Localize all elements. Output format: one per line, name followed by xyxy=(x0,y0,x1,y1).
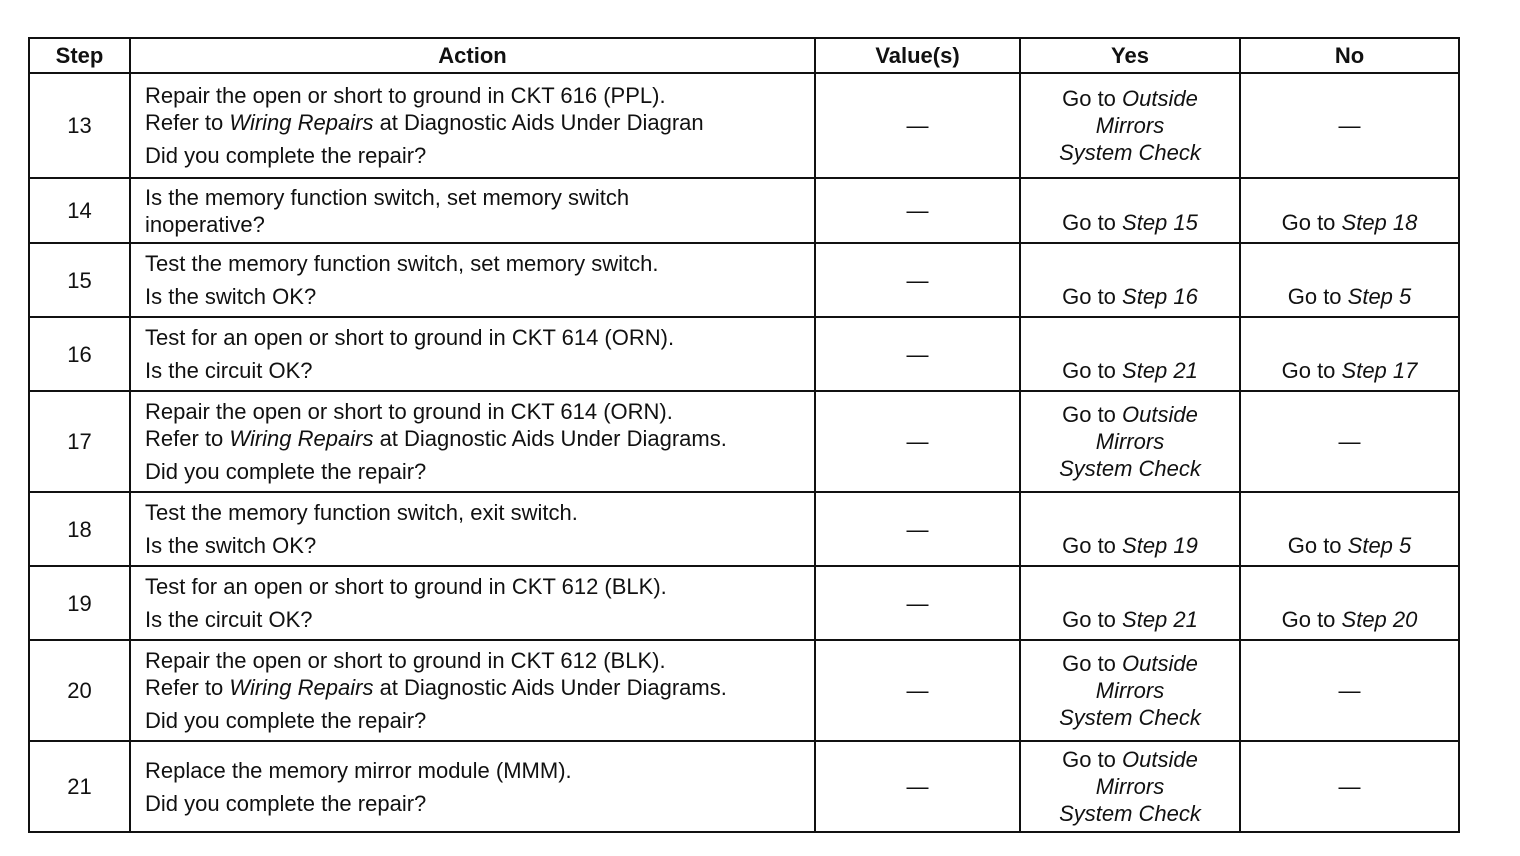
value-cell: — xyxy=(815,566,1020,640)
no-cell: — xyxy=(1240,73,1459,178)
action-question: Is the switch OK? xyxy=(145,533,317,558)
no-cell: Go to Step 18 xyxy=(1240,178,1459,243)
table-row xyxy=(29,492,1459,566)
no-cell: Go to Step 5 xyxy=(1240,243,1459,317)
action-text: Repair the open or short to ground in CKT 616 (PPL). xyxy=(145,83,666,108)
value-cell: — xyxy=(815,741,1020,832)
value-cell: — xyxy=(815,317,1020,391)
table-row xyxy=(29,243,1459,317)
yes-cell: Go to Step 19 xyxy=(1020,492,1240,566)
table-row xyxy=(29,317,1459,391)
action-refer: Refer to Wiring Repairs at Diagnostic Aids Under Diagrams. xyxy=(145,675,727,700)
value-cell: — xyxy=(815,492,1020,566)
step-number: 17 xyxy=(29,391,130,492)
step-number: 13 xyxy=(29,73,130,178)
table-row xyxy=(29,741,1459,832)
action-text-2: inoperative? xyxy=(145,211,265,237)
header-step: Step xyxy=(29,38,130,73)
action-cell xyxy=(130,391,815,492)
action-question: Did you complete the repair? xyxy=(145,459,427,484)
action-cell xyxy=(130,73,815,178)
yes-link-outside-mirrors: Go to Outside Mirrors System Check xyxy=(1059,402,1201,481)
table-row xyxy=(29,73,1459,178)
yes-cell xyxy=(1020,741,1240,832)
no-cell: Go to Step 17 xyxy=(1240,317,1459,391)
step-number: 19 xyxy=(29,566,130,640)
action-cell xyxy=(130,640,815,741)
yes-cell: Go to Step 16 xyxy=(1020,243,1240,317)
step-number: 18 xyxy=(29,492,130,566)
no-cell: — xyxy=(1240,640,1459,741)
table-row xyxy=(29,391,1459,492)
header-yes: Yes xyxy=(1020,38,1240,73)
value-cell: — xyxy=(815,243,1020,317)
yes-cell: Go to Step 21 xyxy=(1020,317,1240,391)
value-cell: — xyxy=(815,391,1020,492)
action-text: Test for an open or short to ground in CKT 612 (BLK). xyxy=(145,574,667,599)
table-row xyxy=(29,178,1459,243)
action-text: Replace the memory mirror module (MMM). xyxy=(145,757,572,783)
no-cell: Go to Step 20 xyxy=(1240,566,1459,640)
action-refer: Refer to Wiring Repairs at Diagnostic Aids Under Diagran xyxy=(145,110,704,135)
action-text: Test the memory function switch, exit switch. xyxy=(145,500,578,525)
action-cell xyxy=(130,741,815,832)
step-number: 14 xyxy=(29,178,130,243)
action-cell xyxy=(130,566,815,640)
header-action: Action xyxy=(130,38,815,73)
action-text: Test the memory function switch, set memory switch. xyxy=(145,251,659,276)
step-number: 15 xyxy=(29,243,130,317)
action-text: Is the memory function switch, set memory switch xyxy=(145,184,630,210)
yes-link-outside-mirrors: Go to Outside Mirrors System Check xyxy=(1059,747,1201,826)
yes-cell xyxy=(1020,73,1240,178)
step-number: 20 xyxy=(29,640,130,741)
header-values: Value(s) xyxy=(815,38,1020,73)
no-cell: — xyxy=(1240,741,1459,832)
action-cell xyxy=(130,492,815,566)
action-question: Did you complete the repair? xyxy=(145,790,427,816)
action-refer: Refer to Wiring Repairs at Diagnostic Aids Under Diagrams. xyxy=(145,426,727,451)
action-cell xyxy=(130,243,815,317)
action-question: Did you complete the repair? xyxy=(145,143,427,168)
no-cell: Go to Step 5 xyxy=(1240,492,1459,566)
header-row xyxy=(29,38,1459,73)
action-cell xyxy=(130,317,815,391)
action-text: Repair the open or short to ground in CKT 614 (ORN). xyxy=(145,399,673,424)
action-text: Test for an open or short to ground in CKT 614 (ORN). xyxy=(145,325,675,350)
table-row xyxy=(29,640,1459,741)
action-question: Is the switch OK? xyxy=(145,284,317,309)
yes-link-outside-mirrors: Go to Outside Mirrors System Check xyxy=(1059,651,1201,730)
step-number: 21 xyxy=(29,741,130,832)
action-question: Is the circuit OK? xyxy=(145,607,313,632)
value-cell: — xyxy=(815,178,1020,243)
diagnostic-table xyxy=(28,37,1460,833)
yes-cell xyxy=(1020,391,1240,492)
step-number: 16 xyxy=(29,317,130,391)
value-cell: — xyxy=(815,640,1020,741)
value-cell: — xyxy=(815,73,1020,178)
yes-cell: Go to Step 15 xyxy=(1020,178,1240,243)
yes-link-outside-mirrors: Go to Outside Mirrors System Check xyxy=(1059,86,1201,165)
action-text: Repair the open or short to ground in CKT 612 (BLK). xyxy=(145,648,666,673)
yes-cell: Go to Step 21 xyxy=(1020,566,1240,640)
yes-cell xyxy=(1020,640,1240,741)
header-no: No xyxy=(1240,38,1459,73)
no-cell: — xyxy=(1240,391,1459,492)
action-question: Is the circuit OK? xyxy=(145,358,313,383)
action-question: Did you complete the repair? xyxy=(145,708,427,733)
action-cell xyxy=(130,178,815,243)
table-row xyxy=(29,566,1459,640)
